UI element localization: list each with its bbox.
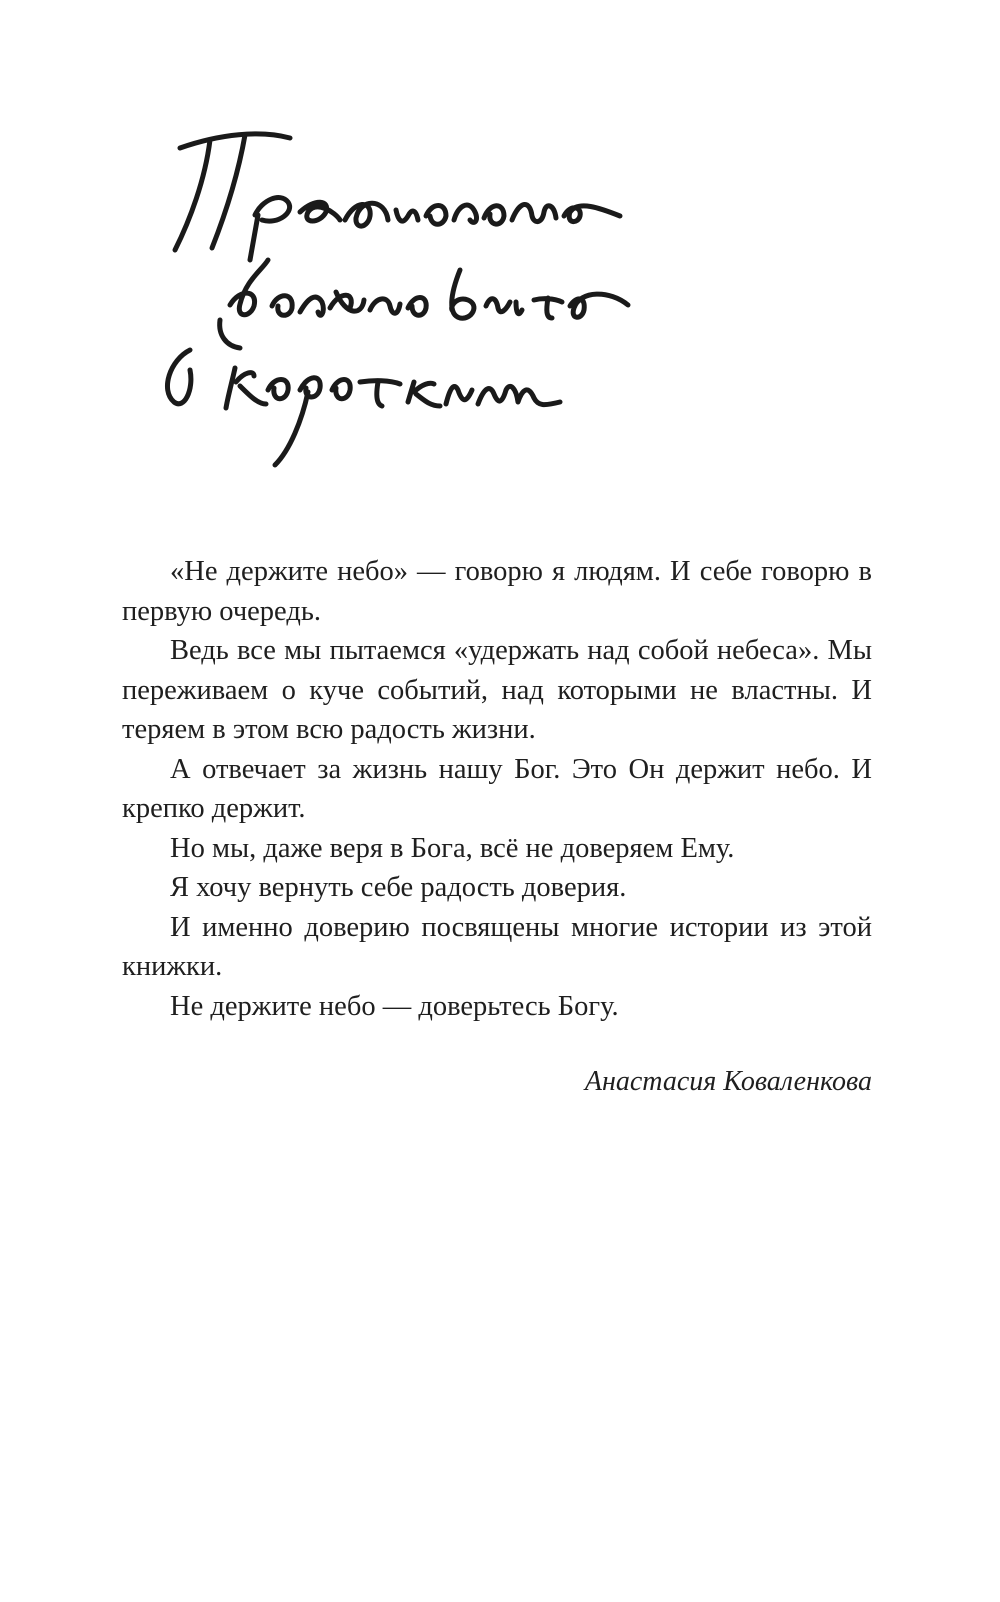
paragraph: Ведь все мы пытаемся «удержать над собой небеса». Мы переживаем о куче событий, над которыми не властны. И теряем в этом всю радость жизни. [122, 635, 872, 745]
paragraph: «Не держите небо» — говорю я людям. И себе говорю в первую очередь. [122, 556, 872, 627]
paragraph: Не держите небо — доверьтесь Богу. [170, 990, 619, 1022]
handwritten-title-line-1 [175, 134, 620, 260]
paragraph: Я хочу вернуть себе радость доверия. [170, 872, 627, 903]
paragraph: А отвечает за жизнь нашу Бог. Это Он держит небо. И крепко держит. [122, 753, 872, 824]
paragraph: И именно доверию посвящены многие истории из этой книжки. [122, 911, 872, 982]
handwritten-title [150, 120, 670, 480]
handwritten-title-line-2 [220, 260, 628, 348]
preface-text [122, 552, 872, 1026]
paragraph: Но мы, даже веря в Бога, всё не доверяем Ему. [170, 832, 735, 864]
author-signature: Анастасия Коваленкова [584, 1066, 872, 1097]
handwritten-title-line-3 [167, 350, 560, 465]
